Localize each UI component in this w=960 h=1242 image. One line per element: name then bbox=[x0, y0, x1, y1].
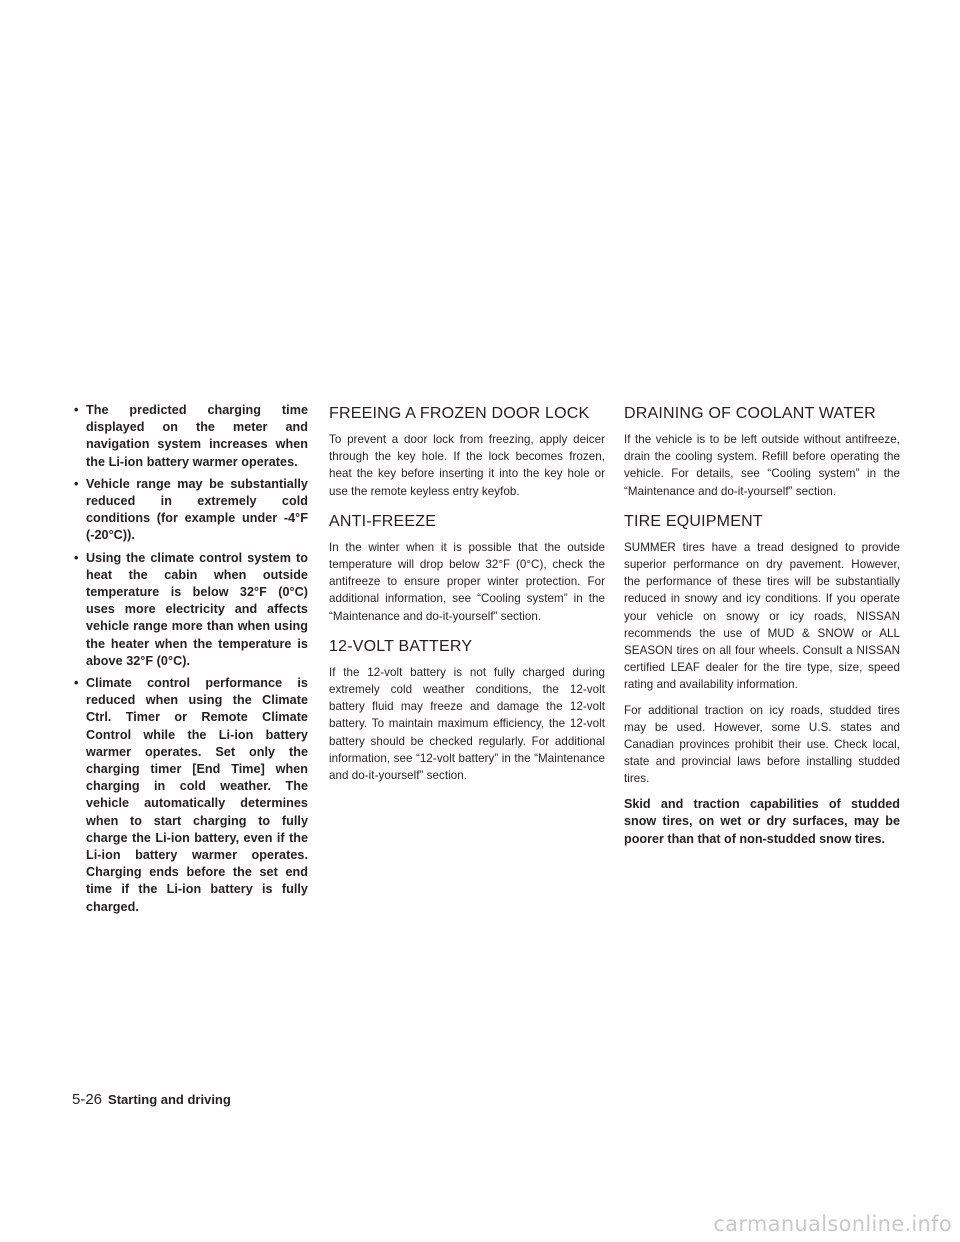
paragraph-coolant-water: If the vehicle is to be left outside without antifreeze, drain the cooling system. Refill before operating the vehicle. For details, see “Cooling system” in the “Maintenance and do-it-yourself” section. bbox=[624, 433, 900, 498]
list-item bbox=[72, 402, 308, 471]
page-footer bbox=[72, 1091, 231, 1108]
left-column bbox=[72, 402, 308, 921]
paragraph-12-volt-battery: If the 12-volt battery is not fully charged during extremely cold weather conditions, the 12-volt battery fluid may freeze and damage the 12-volt battery. To maintain maximum efficiency, the 12-volt battery should be checked regularly. For additional information, see “12-volt battery” in the “Maintenance and do-it-yourself” section. bbox=[329, 665, 605, 783]
list-item bbox=[72, 476, 308, 545]
watermark-text: carmanualsonline.info bbox=[713, 1212, 952, 1236]
bullet-marker: • bbox=[74, 676, 79, 691]
paragraph-frozen-door-lock: To prevent a door lock from freezing, apply deicer through the key hole. If the lock becomes frozen, heat the key before inserting it into the key hole or use the remote keyless entry keyfob. bbox=[329, 433, 605, 498]
section-heading-frozen-door-lock: FREEING A FROZEN DOOR LOCK bbox=[329, 405, 590, 422]
section-heading-anti-freeze: ANTI-FREEZE bbox=[329, 512, 437, 530]
list-item bbox=[72, 675, 308, 916]
list-item bbox=[72, 550, 308, 670]
bullet-marker: • bbox=[74, 550, 79, 565]
section-heading-12-volt-battery: 12-VOLT BATTERY bbox=[329, 637, 473, 655]
bullet-marker: • bbox=[74, 476, 79, 491]
paragraph-anti-freeze: In the winter when it is possible that the outside temperature will drop below 32°F (0°C), check the antifreeze to ensure proper winter protection. For additional information, see “Cooling system” in the “Maintenance and do-it-yourself” section. bbox=[329, 540, 605, 623]
section-heading-coolant-water: DRAINING OF COOLANT WATER bbox=[624, 405, 876, 422]
paragraph-studded-tire-warning: Skid and traction capabilities of studded snow tires, on wet or dry surfaces, may be poorer than that of non-studded snow tires. bbox=[624, 796, 900, 846]
paragraph-tire-equipment-1: SUMMER tires have a tread designed to provide superior performance on dry pavement. However, the performance of these tires will be substantially reduced in snowy and icy conditions. If you operate your vehicle on snowy or icy roads, NISSAN recommends the use of MUD & SNOW or ALL SEASON tires on all four wheels. Consult a NISSAN certified LEAF dealer for the tire type, size, speed rating and availability information. bbox=[624, 540, 900, 692]
bullet-text: The predicted charging time displayed on the meter and navigation system increases when the Li-ion battery warmer operates. bbox=[86, 403, 308, 469]
section-heading-tire-equipment: TIRE EQUIPMENT bbox=[624, 512, 763, 530]
page-number: 5-26 bbox=[72, 1091, 103, 1108]
paragraph-tire-equipment-2: For additional traction on icy roads, studded tires may be used. However, some U.S. states and Canadian provinces prohibit their use. Check local, state and provincial laws before installing studded tires. bbox=[624, 703, 900, 786]
section-title: Starting and driving bbox=[108, 1092, 231, 1107]
bullet-list bbox=[72, 402, 308, 916]
bullet-text: Using the climate control system to heat the cabin when outside temperature is below 32°F (0°C) uses more electricity and affects vehicle range more than when using the heater when the temperature is above 32°F (0°C). bbox=[86, 550, 308, 668]
bullet-marker: • bbox=[74, 403, 79, 417]
bullet-text: Vehicle range may be substantially reduced in extremely cold conditions (for example under -4°F (-20°C)). bbox=[86, 476, 308, 543]
bullet-text: Climate control performance is reduced when using the Climate Ctrl. Timer or Remote Climate Control while the Li-ion battery warmer operates. Set only the charging timer [End Time] when charging in cold weather. The vehicle automatically determines when to start charging to fully charge the Li-ion battery, even if the Li-ion battery warmer operates. Charging ends before the set end time if the Li-ion battery is fully charged. bbox=[86, 676, 308, 914]
middle-column bbox=[329, 402, 605, 792]
right-column bbox=[624, 402, 900, 848]
